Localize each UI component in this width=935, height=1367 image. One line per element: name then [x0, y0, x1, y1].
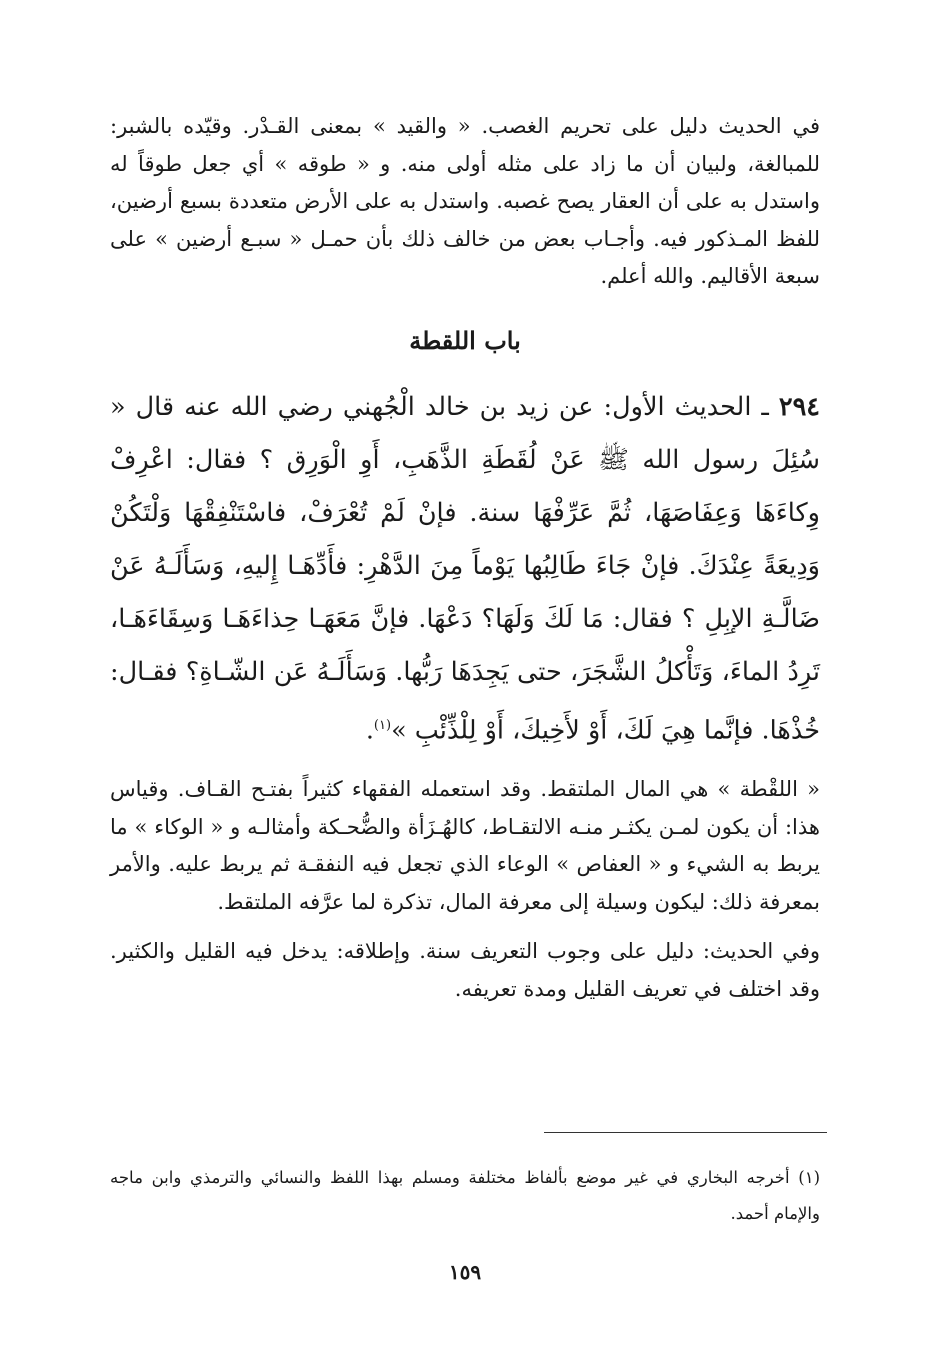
hadith-paragraph — [110, 381, 820, 758]
footnote-text: (١) أخرجه البخاري في غير موضع بألفاظ مختلفة ومسلم بهذا اللفظ والنسائي والترمذي وابن ماجه والإمام أحمد. — [110, 1168, 820, 1223]
footnote-divider — [544, 1132, 827, 1133]
commentary-paragraph-1: « اللقْطة » هي المال الملتقط. وقد استعمله الفقهاء كثيراً بفتـح القـاف. وقياس هذا: أن يكون لمـن يكثـر منـه الالتقـاط، كالهُـزَأة والضُّحـكة وأمثالـه و « الوكاء » ما يربط به الشيء و « العفاص » الوعاء الذي تجعل فيه النفقـة ثم يربط عليه. والأمر بمعرفة ذلك: ليكون وسيلة إلى معرفة المال، تذكرة لما عرَّفه الملتقط. — [110, 777, 820, 914]
hadith-number: ٢٩٤ — [778, 391, 820, 422]
hadith-text: ـ الحديث الأول: عن زيد بن خالد الْجُهني رضي الله عنه قال « سُئِلَ رسول الله ﷺ عَنْ لُقَطَةِ الذَّهَبِ، أَوِ الْوَرِق ؟ فقال: اعْرِفْ وِكاءَهَا وَعِفَاصَهَا، ثُمَّ عَرِّفْهَا سنة. فإنْ لَمْ تُعْرَفْ، فاسْتَنْفِقْهَا وَلْتَكُنْ وَدِيعَةً عِنْدَكَ. فإنْ جَاءَ طَالِبُها يَوْماً مِنَ الدَّهْرِ: فأَدِّهَـا إِليهِ، وَسَأَلَـهُ عَنْ ضَالَّـةِ الإبِلِ ؟ فقال: مَا لَكَ وَلَهَا؟ دَعْهَا. فإنَّ مَعَهَـا حِذاءَهَـا وَسِقَاءَهَـا، تَرِدُ الماءَ، وَتَأْكلُ الشَّجَرَ، حتى يَجِدَهَا رَبُّها. وَسَأَلَـهُ عَن الشّـاةِ؟ فقـال: خُذْهَا. فإنَّما هِيَ لَكَ، أَوْ لأَخِيكَ، أَوْ لِلْذِّئْبِ » — [110, 391, 820, 745]
hadith-end: . — [365, 715, 374, 745]
page-number: ١٥٩ — [448, 1260, 482, 1284]
intro-paragraph: في الحديث دليل على تحريم الغصب. « والقيد » بمعنى القـدْر. وقيّده بالشبر: للمبالغة، ولبيان أن ما زاد على مثله أولى منه. و « طوقه » أي جعل طوقاً له واستدل به على أن العقار يصح غصبه. واستدل به على الأرض متعددة بسبع أرضين، للفظ المـذكور فيه. وأجـاب بعض من خالف ذلك بأن حمـل « سبـع أرضين » على سبعة الأقاليم. والله أعلم. — [110, 114, 820, 288]
footnote-marker: (١) — [373, 717, 392, 733]
book-page — [110, 108, 820, 1308]
chapter-heading: باب اللقطة — [409, 325, 521, 355]
commentary-paragraph-2: وفي الحديث: دليل على وجوب التعريف سنة. وإطلاقه: يدخل فيه القليل والكثير. وقد اختلف في تعريف القليل ومدة تعريفه. — [110, 939, 820, 1001]
